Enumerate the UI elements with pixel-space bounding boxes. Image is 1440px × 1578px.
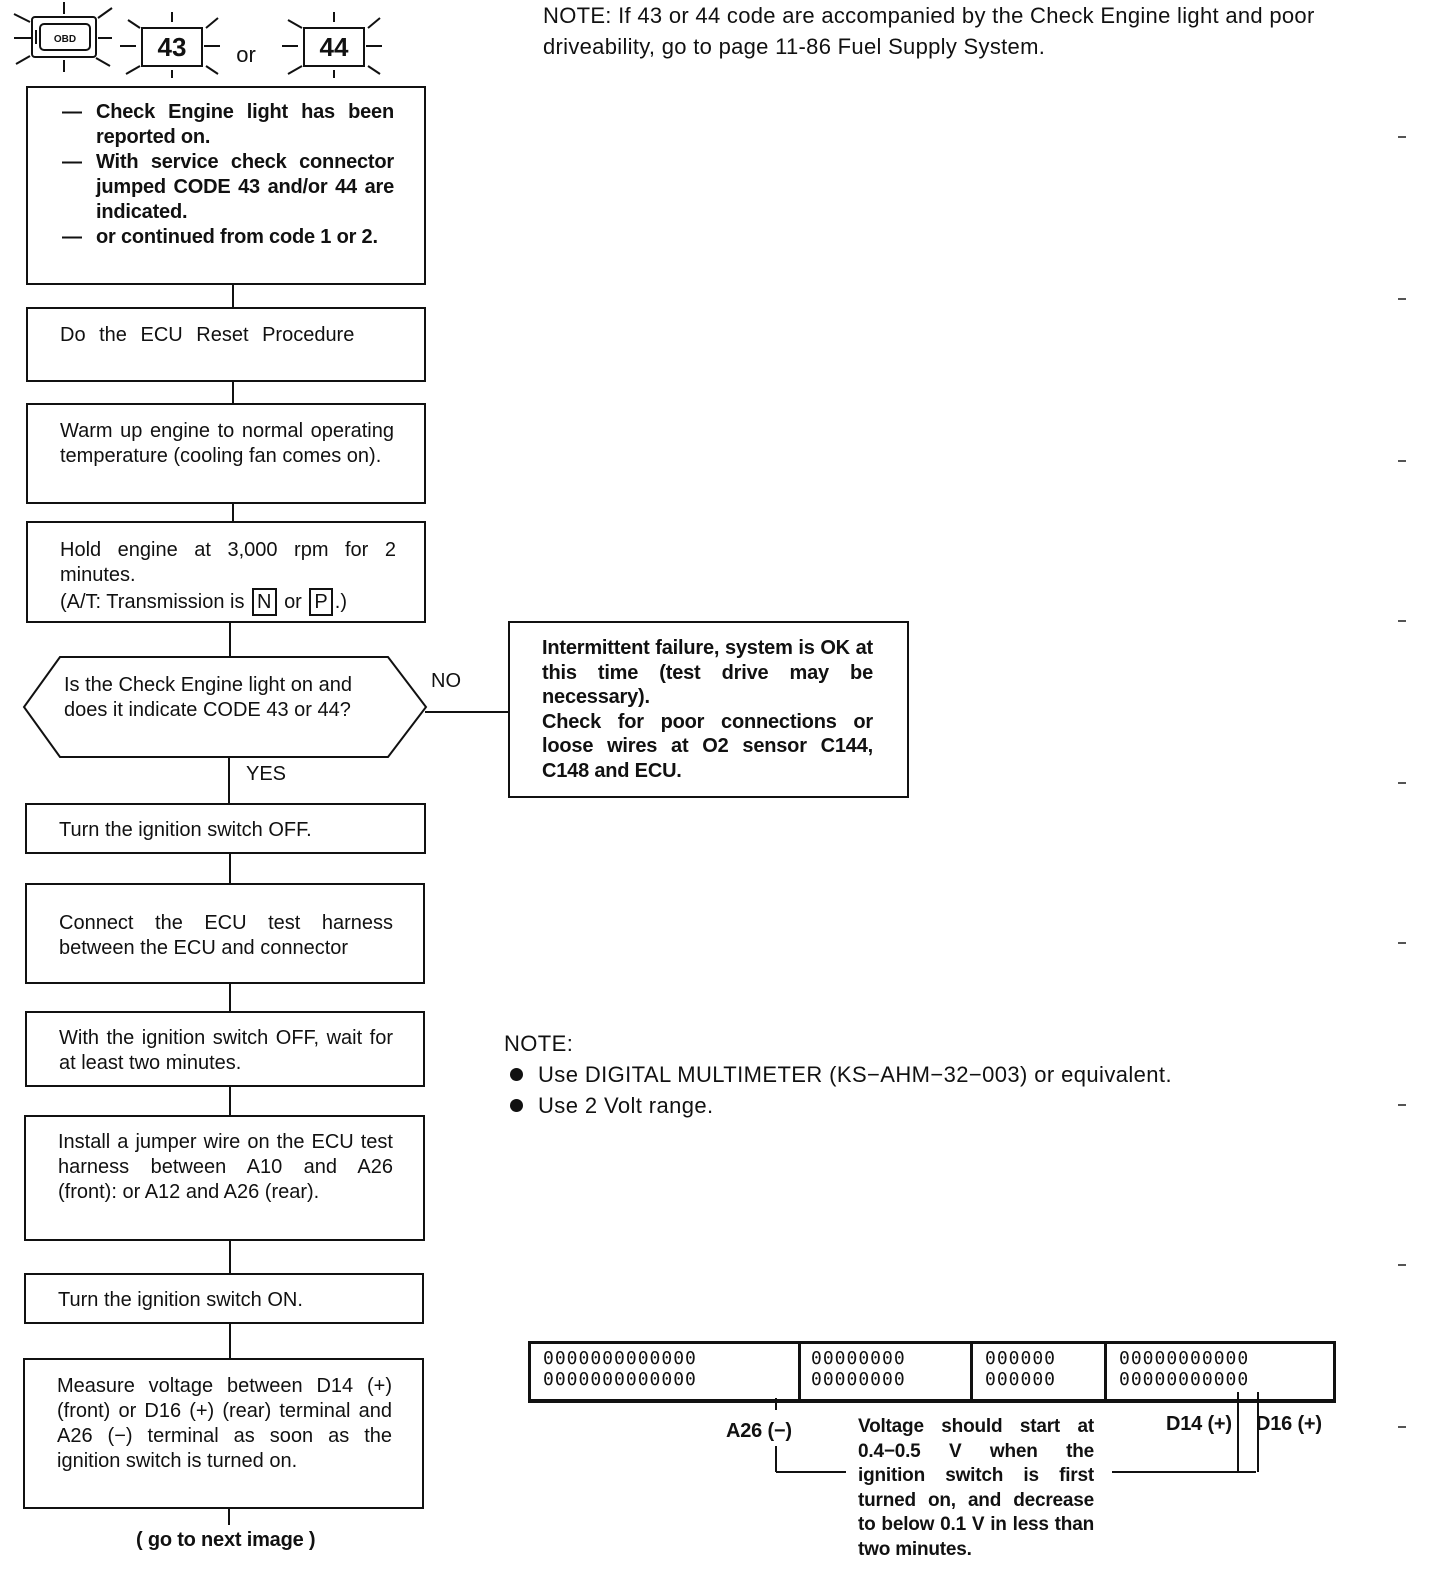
closing-paren: .)	[334, 591, 347, 613]
wait-box	[25, 1011, 425, 1087]
connect-harness-text: Connect the ECU test harness between the ECU and connector	[59, 912, 393, 959]
warm-up-text: Warm up engine to normal operating temperature (cooling fan comes on).	[60, 420, 394, 467]
connector-line	[229, 1323, 231, 1359]
margin-tick	[1398, 1426, 1406, 1428]
connector-line	[232, 381, 234, 404]
no-branch-line	[425, 711, 510, 713]
d16-label: D16 (+)	[1256, 1413, 1322, 1435]
decision-question: Is the Check Engine light on and does it indicate CODE 43 or 44?	[64, 674, 352, 721]
margin-tick	[1398, 620, 1406, 622]
pin-row: 0000000000000	[543, 1369, 697, 1390]
intermittent-failure-text: Intermittent failure, system is OK at this time (test drive may be necessary).	[542, 637, 873, 708]
neutral-key: N	[252, 588, 276, 616]
pin-row: 00000000	[811, 1369, 906, 1390]
pin-row: 00000000000	[1119, 1348, 1250, 1369]
transmission-text: (A/T: Transmission is	[60, 591, 245, 613]
measure-voltage-box	[23, 1358, 424, 1509]
connector-line	[229, 1240, 231, 1274]
intermittent-failure-box	[508, 621, 909, 798]
a26-label: A26 (−)	[726, 1420, 792, 1442]
multimeter-note-title: NOTE:	[504, 1031, 574, 1056]
warm-up-box	[26, 403, 426, 504]
multimeter-note-item: Use 2 Volt range.	[504, 1090, 1224, 1121]
margin-tick	[1398, 1104, 1406, 1106]
engine-code-icons	[0, 0, 400, 80]
connector-line	[229, 983, 231, 1012]
connector-line	[228, 1507, 230, 1525]
connect-harness-box	[25, 883, 425, 984]
margin-tick	[1398, 782, 1406, 784]
jumper-wire-box	[24, 1115, 425, 1241]
margin-tick	[1398, 942, 1406, 944]
pin-row: 000000	[985, 1369, 1057, 1390]
margin-tick	[1398, 136, 1406, 138]
measure-voltage-text: Measure voltage between D14 (+) (front) or D16 (+) (rear) terminal and A26 (−) terminal as soon as the ignition switch is turned on.	[57, 1375, 392, 1472]
multimeter-note	[504, 1028, 1224, 1121]
engine-icon-label: OBD	[53, 34, 77, 45]
jumper-wire-text: Install a jumper wire on the ECU test harness between A10 and A26 (front): or A12 and A26 (rear).	[58, 1131, 393, 1203]
note-fuel-supply: NOTE: If 43 or 44 code are accompanied by the Check Engine light and poor driveability, go to page 11-86 Fuel Supply System.	[543, 3, 1315, 59]
connector-line	[229, 1086, 231, 1116]
or-text: or	[236, 42, 256, 67]
code-44-text: 44	[319, 32, 349, 62]
or-word: or	[284, 591, 302, 613]
connector-line	[232, 503, 234, 522]
ignition-off-text: Turn the ignition switch OFF.	[59, 819, 312, 841]
pin-row: 00000000000	[1119, 1369, 1250, 1390]
hold-rpm-text: Hold engine at 3,000 rpm for 2 minutes.	[60, 539, 396, 586]
connector-line	[228, 755, 230, 803]
ignition-off-box	[25, 803, 426, 854]
multimeter-note-item: Use DIGITAL MULTIMETER (KS−AHM−32−003) or equivalent.	[504, 1059, 1224, 1090]
park-key: P	[309, 588, 332, 616]
ecu-reset-text: Do the ECU Reset Procedure	[60, 324, 355, 346]
connector-line	[232, 284, 234, 308]
continue-text: ( go to next image )	[136, 1529, 316, 1551]
yes-label: YES	[246, 763, 287, 785]
start-condition: — With service check connector jumped CODE 43 and/or 44 are indicated.	[62, 150, 394, 225]
margin-tick	[1398, 298, 1406, 300]
code-43-text: 43	[157, 32, 187, 62]
start-condition: — Check Engine light has been reported on.	[62, 100, 394, 150]
start-condition: — or continued from code 1 or 2.	[62, 225, 394, 250]
hold-rpm-box	[26, 521, 426, 623]
connector-line	[229, 622, 231, 658]
margin-tick	[1398, 460, 1406, 462]
ignition-on-box	[24, 1273, 424, 1324]
connector-line	[229, 853, 231, 884]
ecu-reset-box	[26, 307, 426, 382]
start-conditions-box	[26, 86, 426, 285]
margin-tick	[1398, 1264, 1406, 1266]
ignition-on-text: Turn the ignition switch ON.	[58, 1289, 303, 1311]
pin-row: 000000	[985, 1348, 1057, 1369]
d14-label: D14 (+)	[1166, 1413, 1232, 1435]
check-connections-text: Check for poor connections or loose wires at O2 sensor C144, C148 and ECU.	[542, 710, 873, 782]
voltage-spec-note: Voltage should start at 0.4−0.5 V when the ignition switch is first turned on, and decrease to below 0.1 V in less than two minutes.	[858, 1416, 1094, 1560]
pin-row: 00000000	[811, 1348, 906, 1369]
wait-text: With the ignition switch OFF, wait for at least two minutes.	[59, 1027, 393, 1074]
pin-row: 0000000000000	[543, 1348, 697, 1369]
no-label: NO	[431, 670, 461, 692]
